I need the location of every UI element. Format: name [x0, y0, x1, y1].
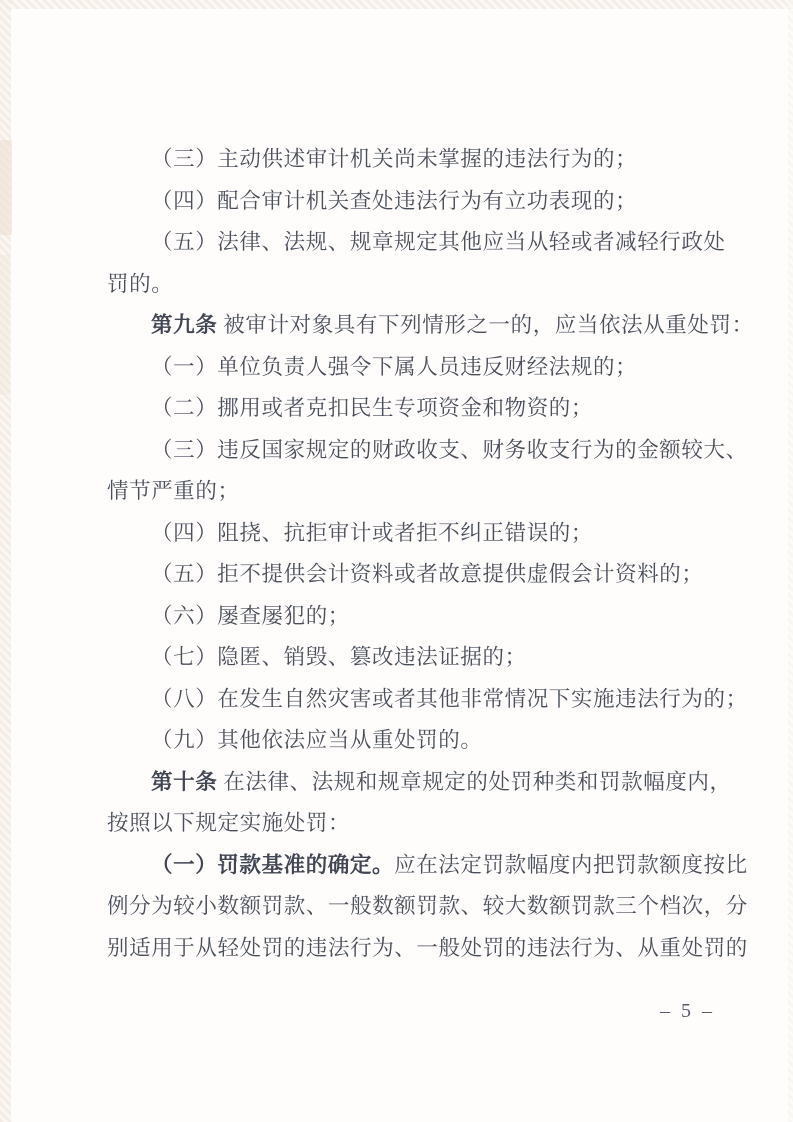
bold-text-segment: 第十条 — [151, 769, 218, 794]
text-segment: 应在法定罚款幅度内把罚款额度按比 — [394, 852, 748, 877]
bold-text-segment: 第九条 — [151, 313, 218, 337]
page-number: – 5 – — [660, 1000, 715, 1022]
scan-artifact-patch — [0, 255, 10, 395]
text-line — [107, 222, 737, 264]
text-segment: （一）单位负责人强令下属人员违反财经法规的； — [151, 354, 638, 379]
text-segment: （五）拒不提供会计资料或者故意提供虚假会计资料的； — [151, 562, 704, 586]
text-segment: 罚的。 — [107, 271, 174, 296]
text-line — [107, 181, 737, 223]
text-line — [107, 471, 737, 513]
document-body-text — [107, 139, 754, 969]
scan-artifact-top-edge — [0, 0, 793, 9]
text-segment: 被审计对象具有下列情形之一的，应当依法从重处罚： — [217, 313, 754, 337]
text-segment: 在法律、法规和规章规定的处罚种类和罚款幅度内， — [217, 769, 732, 794]
text-line — [107, 845, 748, 887]
text-line — [107, 720, 737, 762]
text-segment: （八）在发生自然灾害或者其他非常情况下实施违法行为的； — [151, 686, 748, 711]
text-line — [107, 637, 737, 679]
text-line — [107, 513, 737, 555]
scan-artifact-patch — [0, 140, 12, 235]
text-line — [107, 139, 737, 181]
text-segment: 例分为较小数额罚款、一般数额罚款、较大数额罚款三个档次，分 — [107, 894, 748, 918]
text-line — [107, 928, 748, 970]
text-line — [107, 305, 754, 347]
scan-artifact-right-edge — [788, 0, 793, 1122]
text-line — [107, 430, 748, 472]
text-segment: （三）主动供述审计机关尚未掌握的违法行为的； — [151, 147, 638, 171]
text-segment: （七）隐匿、销毁、篡改违法证据的； — [151, 645, 527, 669]
text-line — [107, 347, 737, 389]
text-line — [107, 803, 737, 845]
text-line — [107, 264, 737, 306]
text-segment: （五）法律、法规、规章规定其他应当从轻或者减轻行政处 — [151, 230, 726, 254]
text-segment: （九）其他依法应当从重处罚的。 — [151, 728, 483, 752]
text-line — [107, 388, 737, 430]
text-line — [107, 762, 737, 804]
text-segment: 按照以下规定实施处罚： — [107, 811, 351, 835]
text-segment: （四）配合审计机关查处违法行为有立功表现的； — [151, 188, 638, 213]
bold-text-segment: （一）罚款基准的确定。 — [151, 852, 395, 877]
text-segment: （三）违反国家规定的财政收支、财务收支行为的金额较大、 — [151, 437, 748, 462]
text-segment: 情节严重的； — [107, 479, 240, 503]
text-segment: （六）屡查屡犯的； — [151, 603, 350, 628]
text-segment: （二）挪用或者克扣民生专项资金和物资的； — [151, 396, 594, 420]
text-line — [107, 596, 737, 638]
text-line — [107, 886, 748, 928]
text-line — [107, 554, 737, 596]
text-line — [107, 679, 748, 721]
text-segment: 别适用于从轻处罚的违法行为、一般处罚的违法行为、从重处罚的 — [107, 935, 748, 960]
text-segment: （四）阻挠、抗拒审计或者拒不纠正错误的； — [151, 520, 594, 545]
